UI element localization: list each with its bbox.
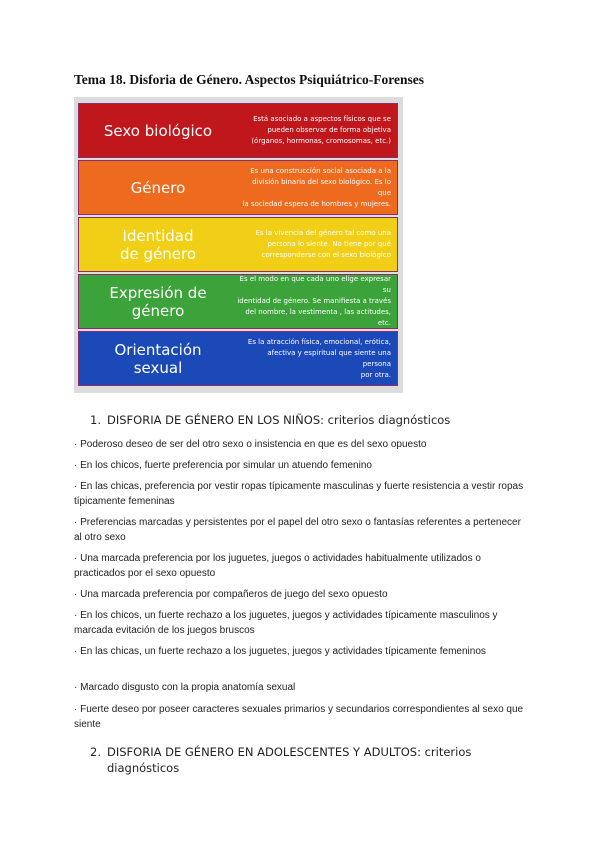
band-description: Es el modo en que cada uno elige expresar su identidad de género. Se manifiesta a través del nombre, la vestimenta , las actitudes, etc.	[237, 275, 391, 327]
section-number: 2.	[90, 745, 101, 759]
band-label: Identidad de género	[119, 226, 197, 263]
band-label: Sexo biológico	[103, 121, 213, 140]
section-title: DISFORIA DE GÉNERO EN ADOLESCENTES Y ADULTOS: criterios diagnósticos	[107, 745, 472, 775]
criteria-item: · Fuerte deseo por poseer caracteres sexuales primarios y secundarios correspondientes al sexo que siente	[74, 704, 524, 730]
section-number: 1.	[90, 413, 101, 427]
document-title: Tema 18. Disforia de Género. Aspectos Psiquiátrico-Forenses	[74, 72, 424, 87]
gender-concepts-figure	[74, 97, 403, 393]
criteria-item: · En las chicas, preferencia por vestir ropas típicamente masculinas y fuerte resistencia a vestir ropas típicamente femeninas	[74, 481, 524, 507]
criteria-item: · Una marcada preferencia por compañeros de juego del sexo opuesto	[74, 589, 388, 600]
criteria-item: · En los chicos, un fuerte rechazo a los juguetes, juegos y actividades típicamente masculinos y marcada evitación de los juegos bruscos	[74, 610, 498, 636]
band-description: Es una construcción social asociada a la división binaria del sexo biológico. Es lo que la sociedad espera de hombres y mujeres.	[242, 166, 391, 208]
band-genero	[79, 161, 397, 214]
criteria-item: · En los chicos, fuerte preferencia por simular un atuendo femenino	[74, 460, 372, 471]
section-title: DISFORIA DE GÉNERO EN LOS NIÑOS: criterios diagnósticos	[107, 413, 451, 427]
band-label: Orientación sexual	[114, 340, 202, 377]
band-description: Es la atracción física, emocional, erótica, afectiva y espiritual que siente una persona por otra.	[247, 337, 391, 379]
band-description: Es la vivencia del género tal como una persona lo siente. No tiene por qué corresponderse con el sexo biológico	[255, 229, 391, 259]
criteria-item: · Una marcada preferencia por los juguetes, juegos o actividades habitualmente utilizados o practicados por el sexo opuesto	[74, 553, 481, 579]
band-description: Está asociado a aspectos físicos que se pueden observar de forma objetiva (órganos, hormonas, cromosomas, etc.)	[251, 115, 391, 145]
criteria-item: · Preferencias marcadas y persistentes por el papel del otro sexo o fantasías referentes a pertenecer al otro sexo	[74, 517, 521, 543]
criteria-item: · Poderoso deseo de ser del otro sexo o insistencia en que es del sexo opuesto	[74, 439, 427, 450]
band-orientacion-sexual	[79, 332, 397, 385]
section-1-heading	[90, 412, 530, 428]
section-2-heading	[90, 744, 530, 776]
criteria-item: · En las chicas, un fuerte rechazo a los juguetes, juegos y actividades típicamente femeninos	[74, 646, 486, 657]
band-expresion-de-genero	[79, 275, 397, 328]
band-label: Género	[130, 178, 186, 197]
band-label: Expresión de género	[109, 283, 207, 320]
band-identidad-de-genero	[79, 218, 397, 271]
band-sexo-biologico	[79, 104, 397, 157]
criteria-item: · Marcado disgusto con la propia anatomía sexual	[74, 682, 296, 693]
